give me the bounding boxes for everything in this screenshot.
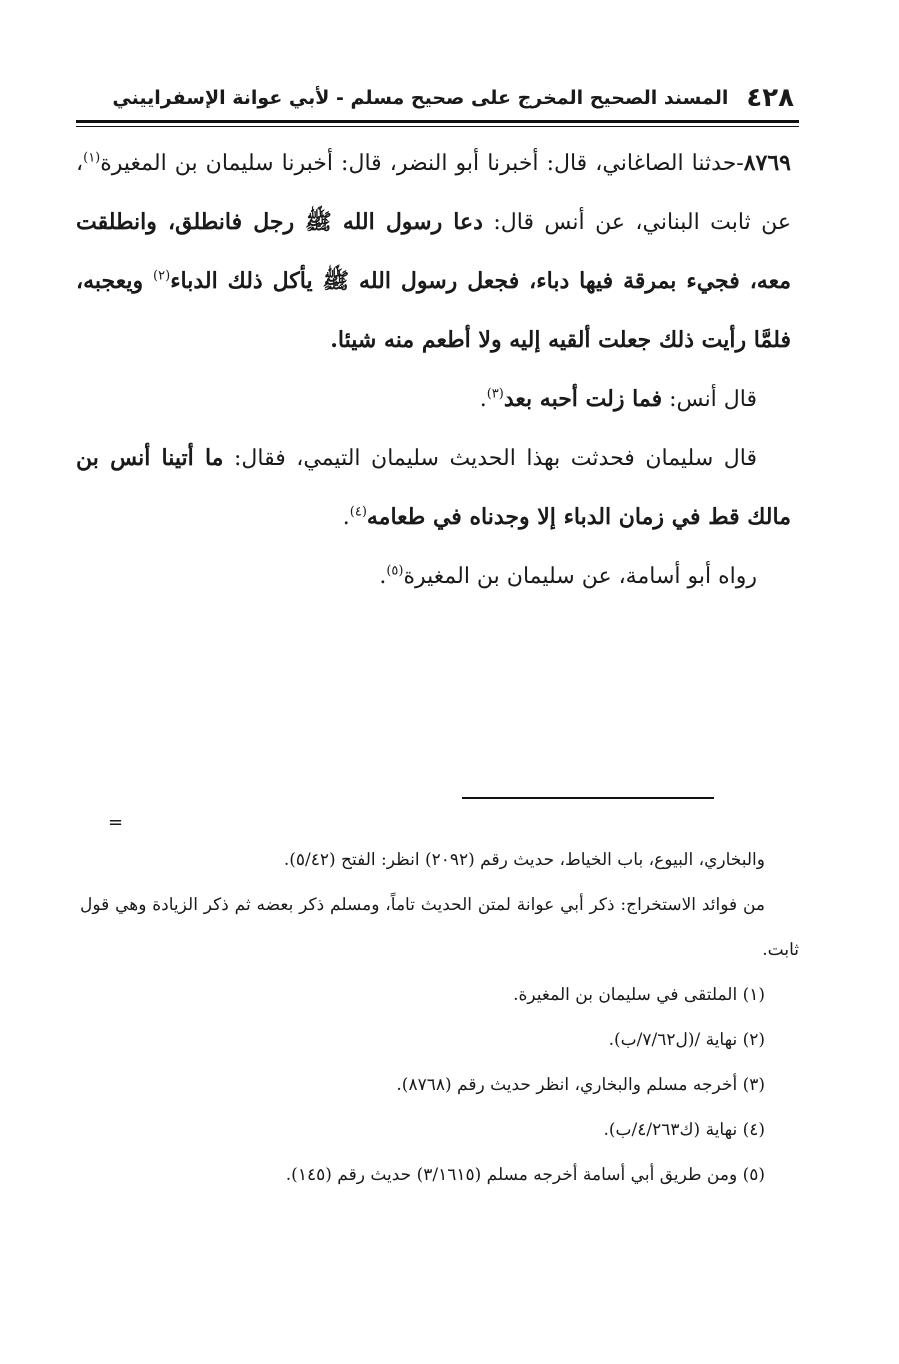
footnotes <box>80 838 799 1198</box>
matn-part-2: ويعجبه، فلمَّا رأيت ذلك جعلت ألقيه إليه ولا أطعم منه شيئا. <box>76 268 791 353</box>
footnote-ref-2: (٢) <box>153 268 171 284</box>
matn-part-1: دعا رسول الله ﷺ رجل فانطلق، وانطلقت معه، فجيء بمرقة فيها دباء، فجعل رسول الله ﷺ يأكل ذلك الدباء <box>76 209 791 294</box>
anas-end: . <box>479 387 487 412</box>
footnote-ref-3: (٣) <box>486 386 504 402</box>
footnote-continued-line: والبخاري، البيوع، باب الخياط، حديث رقم (٢٠٩٢) انظر: الفتح (٥/٤٢). <box>283 850 765 870</box>
rawahu-end: . <box>379 564 387 589</box>
footnote-2: (٢) نهاية /(ل٧/٦٢/ب). <box>608 1030 765 1050</box>
hadith-number: ٨٧٦٩ <box>743 150 791 176</box>
footnote-ref-4: (٤) <box>349 504 367 520</box>
hadith-body <box>76 134 791 606</box>
footnote-ref-1: (١) <box>83 150 101 166</box>
sulayman-text: ما أتينا أنس بن مالك قط في زمان الدباء إلا وجدناه في طعامه <box>76 445 791 530</box>
sulayman-paragraph <box>76 429 791 547</box>
sulayman-end: . <box>342 505 350 530</box>
anas-text: فما زلت أحبه بعد <box>503 386 663 412</box>
footnote-ref-5: (٥) <box>386 563 404 579</box>
footnote-continuation-mark: = <box>108 812 124 833</box>
footnote-4: (٤) نهاية (ك٤/٢٦٣/ب). <box>603 1120 765 1140</box>
footnote-rule <box>462 797 714 799</box>
fawaid-note: من فوائد الاستخراج: ذكر أبي عوانة لمتن الحديث تاماً، ومسلم ذكر بعضه ثم ذكر الزيادة وهي قول ثابت. <box>80 895 799 960</box>
footnote-1: (١) الملتقى في سليمان بن المغيرة. <box>513 985 765 1005</box>
isnad-part-2: ، عن ثابت البناني، عن أنس قال: <box>76 151 791 235</box>
anas-paragraph <box>76 370 791 429</box>
running-header <box>78 72 794 116</box>
page-number: ٤٢٨ <box>746 83 794 113</box>
book-title: المسند الصحيح المخرج على صحيح مسلم - لأبي عوانة الإسفراييني <box>112 87 729 109</box>
footnote-5: (٥) ومن طريق أبي أسامة أخرجه مسلم (٣/١٦١٥) حديث رقم (١٤٥). <box>285 1165 765 1185</box>
header-rule <box>76 120 799 127</box>
sulayman-intro: قال سليمان فحدثت بهذا الحديث سليمان التيمي، فقال: <box>223 446 758 471</box>
anas-intro: قال أنس: <box>662 387 757 412</box>
rawahu-paragraph <box>76 547 791 606</box>
hadith-paragraph <box>76 134 791 370</box>
rawahu-text: رواه أبو أسامة، عن سليمان بن المغيرة <box>403 564 757 589</box>
isnad-part-1: -حدثنا الصاغاني، قال: أخبرنا أبو النضر، قال: أخبرنا سليمان بن المغيرة <box>100 151 744 176</box>
footnote-3: (٣) أخرجه مسلم والبخاري، انظر حديث رقم (٨٧٦٨). <box>396 1075 765 1095</box>
